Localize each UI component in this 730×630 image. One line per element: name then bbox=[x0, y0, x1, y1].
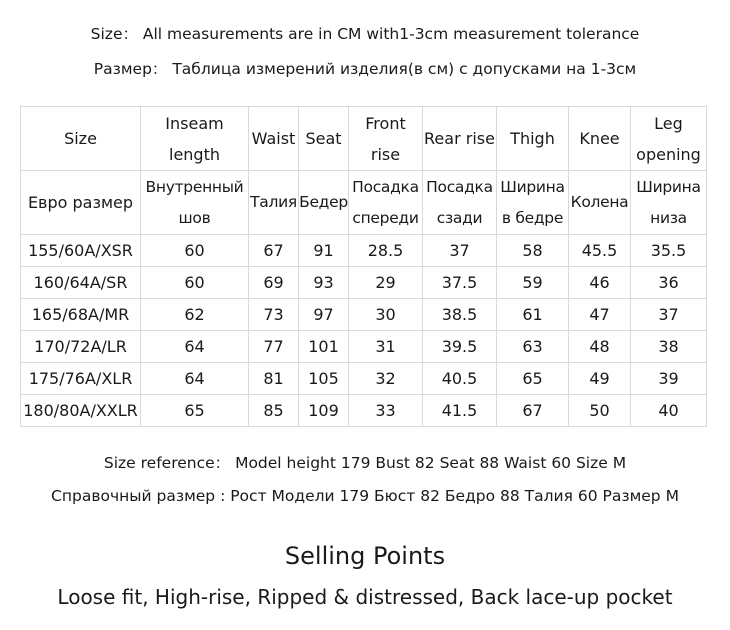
size-reference-english: Size reference： Model height 179 Bust 82 Seat 88 Waist 60 Size M bbox=[103, 454, 627, 472]
header-cell: Rear rise bbox=[423, 107, 497, 171]
header-cell: Евро размер bbox=[21, 171, 141, 235]
measurement-cell: 58 bbox=[497, 235, 569, 267]
measurement-cell: 45.5 bbox=[569, 235, 631, 267]
measurement-cell: 85 bbox=[249, 395, 299, 427]
header-cell: Seat bbox=[299, 107, 349, 171]
measurement-cell: 39.5 bbox=[423, 331, 497, 363]
measurement-cell: 36 bbox=[631, 267, 707, 299]
measurement-cell: 73 bbox=[249, 299, 299, 331]
size-cell: 170/72A/LR bbox=[21, 331, 141, 363]
measurement-cell: 37.5 bbox=[423, 267, 497, 299]
measurement-cell: 32 bbox=[349, 363, 423, 395]
header-cell: Knee bbox=[569, 107, 631, 171]
measurement-cell: 69 bbox=[249, 267, 299, 299]
measurement-cell: 38.5 bbox=[423, 299, 497, 331]
measurement-cell: 97 bbox=[299, 299, 349, 331]
measurement-cell: 77 bbox=[249, 331, 299, 363]
size-chart-table bbox=[20, 106, 707, 427]
table-row bbox=[21, 395, 707, 427]
size-cell: 155/60A/XSR bbox=[21, 235, 141, 267]
measurement-cell: 64 bbox=[141, 331, 249, 363]
measurement-cell: 49 bbox=[569, 363, 631, 395]
table-header-row-english bbox=[21, 107, 707, 171]
measurement-cell: 46 bbox=[569, 267, 631, 299]
size-cell: 180/80A/XXLR bbox=[21, 395, 141, 427]
measurement-cell: 93 bbox=[299, 267, 349, 299]
header-cell: Size bbox=[21, 107, 141, 171]
measurement-cell: 65 bbox=[497, 363, 569, 395]
table-row bbox=[21, 235, 707, 267]
header-cell: Ширина низа bbox=[631, 171, 707, 235]
measurement-cell: 37 bbox=[423, 235, 497, 267]
measurement-cell: 63 bbox=[497, 331, 569, 363]
table-header-row-russian bbox=[21, 171, 707, 235]
measurement-cell: 38 bbox=[631, 331, 707, 363]
header-cell: Внутренный шов bbox=[141, 171, 249, 235]
header-cell: Inseam length bbox=[141, 107, 249, 171]
size-reference-russian: Справочный размер : Рост Модели 179 Бюст 82 Бедро 88 Талия 60 Размер M bbox=[51, 487, 679, 505]
header-cell: Front rise bbox=[349, 107, 423, 171]
measurement-cell: 105 bbox=[299, 363, 349, 395]
size-note-english: Size： All measurements are in CM with1-3cm measurement tolerance bbox=[90, 25, 640, 43]
table-row bbox=[21, 267, 707, 299]
measurement-cell: 28.5 bbox=[349, 235, 423, 267]
measurement-cell: 59 bbox=[497, 267, 569, 299]
measurement-cell: 50 bbox=[569, 395, 631, 427]
measurement-cell: 31 bbox=[349, 331, 423, 363]
measurement-cell: 40.5 bbox=[423, 363, 497, 395]
table-row bbox=[21, 331, 707, 363]
size-cell: 175/76A/XLR bbox=[21, 363, 141, 395]
measurement-cell: 37 bbox=[631, 299, 707, 331]
measurement-cell: 81 bbox=[249, 363, 299, 395]
measurement-cell: 40 bbox=[631, 395, 707, 427]
header-cell: Ширина в бедре bbox=[497, 171, 569, 235]
measurement-cell: 35.5 bbox=[631, 235, 707, 267]
measurement-cell: 60 bbox=[141, 267, 249, 299]
measurement-cell: 101 bbox=[299, 331, 349, 363]
header-cell: Талия bbox=[249, 171, 299, 235]
size-note-russian: Размер： Таблица измерений изделия(в см) с допусками на 1-3см bbox=[93, 60, 637, 78]
measurement-cell: 67 bbox=[497, 395, 569, 427]
measurement-cell: 33 bbox=[349, 395, 423, 427]
header-cell: Посадка спереди bbox=[349, 171, 423, 235]
header-cell: Бедер bbox=[299, 171, 349, 235]
selling-points-text: Loose fit, High-rise, Ripped & distressed, Back lace-up pocket bbox=[57, 585, 673, 609]
measurement-cell: 29 bbox=[349, 267, 423, 299]
measurement-cell: 67 bbox=[249, 235, 299, 267]
header-cell: Waist bbox=[249, 107, 299, 171]
size-cell: 160/64A/SR bbox=[21, 267, 141, 299]
measurement-cell: 48 bbox=[569, 331, 631, 363]
size-cell: 165/68A/MR bbox=[21, 299, 141, 331]
measurement-cell: 41.5 bbox=[423, 395, 497, 427]
measurement-cell: 39 bbox=[631, 363, 707, 395]
measurement-cell: 64 bbox=[141, 363, 249, 395]
header-cell: Leg opening bbox=[631, 107, 707, 171]
header-cell: Thigh bbox=[497, 107, 569, 171]
measurement-cell: 109 bbox=[299, 395, 349, 427]
header-cell: Колена bbox=[569, 171, 631, 235]
header-cell: Посадка сзади bbox=[423, 171, 497, 235]
table-row bbox=[21, 299, 707, 331]
table-row bbox=[21, 363, 707, 395]
measurement-cell: 47 bbox=[569, 299, 631, 331]
measurement-cell: 65 bbox=[141, 395, 249, 427]
measurement-cell: 91 bbox=[299, 235, 349, 267]
measurement-cell: 30 bbox=[349, 299, 423, 331]
measurement-cell: 61 bbox=[497, 299, 569, 331]
measurement-cell: 62 bbox=[141, 299, 249, 331]
measurement-cell: 60 bbox=[141, 235, 249, 267]
selling-points-title: Selling Points bbox=[284, 542, 446, 570]
